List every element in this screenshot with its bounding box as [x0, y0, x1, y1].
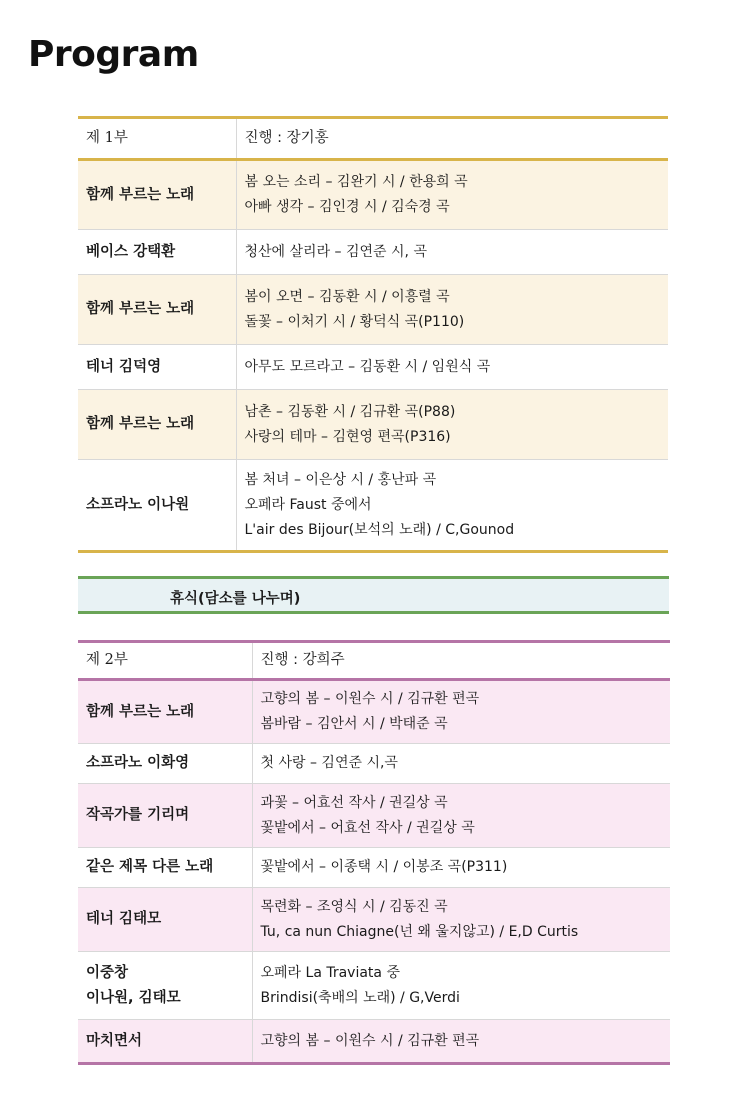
performer-name: 이중창 [86, 964, 129, 981]
page-title: Program [28, 34, 199, 75]
performer-name: 이나원, 김태모 [86, 989, 181, 1006]
table-row [78, 345, 668, 390]
table-row [78, 275, 668, 345]
piece-line: 첫 사랑 – 김연준 시,곡 [260, 755, 398, 771]
piece-line: Brindisi(축배의 노래) / G,Verdi [260, 989, 460, 1006]
piece-line: 아무도 모르라고 – 김동환 시 / 임원식 곡 [244, 358, 491, 375]
performer-name: 소프라노 이화영 [86, 755, 190, 771]
performer-name: 함께 부르는 노래 [86, 703, 195, 720]
piece-line: 사랑의 테마 – 김현영 편곡(P316) [244, 428, 451, 445]
piece-line: 봄 처녀 – 이은상 시 / 홍난파 곡 [244, 471, 437, 488]
piece-line: 꽃밭에서 – 이종택 시 / 이봉조 곡(P311) [260, 859, 508, 875]
part2-program-table [78, 640, 670, 1065]
table-row [78, 848, 670, 888]
part1-label: 제 1부 [78, 118, 236, 160]
table-row [78, 784, 670, 848]
piece-line: 목련화 – 조영식 시 / 김동진 곡 [260, 898, 448, 915]
table-row [78, 230, 668, 275]
performer-name: 테너 김덕영 [86, 358, 162, 375]
performer-name: 함께 부르는 노래 [86, 416, 195, 432]
table-row [78, 744, 670, 784]
intermission-banner [78, 576, 669, 614]
table-row [78, 888, 670, 952]
piece-line: Tu, ca nun Chiagne(넌 왜 울지않고) / E,D Curtis [260, 923, 579, 940]
piece-line: 오페라 Faust 중에서 [244, 496, 372, 513]
piece-line: 봄이 오면 – 김동환 시 / 이흥렬 곡 [244, 288, 450, 305]
intermission-label: 휴식(담소를 나누며) [170, 591, 301, 607]
performer-name: 작곡가를 기리며 [86, 807, 190, 823]
piece-line: L'air des Bijour(보석의 노래) / C,Gounod [244, 521, 515, 538]
table-row [78, 952, 670, 1020]
performer-name: 베이스 강택환 [86, 243, 176, 260]
piece-line: 돌꽃 – 이처기 시 / 황덕식 곡(P110) [244, 313, 465, 330]
performer-name: 함께 부르는 노래 [86, 186, 195, 203]
piece-line: 봄바람 – 김안서 시 / 박태준 곡 [260, 716, 448, 732]
piece-line: 봄 오는 소리 – 김완기 시 / 한용희 곡 [244, 174, 468, 190]
table-row [78, 680, 670, 744]
piece-line: 남촌 – 김동환 시 / 김규환 곡(P88) [244, 403, 456, 420]
performer-name: 테너 김태모 [86, 911, 162, 927]
part1-header-row [78, 118, 668, 160]
performer-name: 마치면서 [86, 1032, 143, 1049]
performer-name: 함께 부르는 노래 [86, 301, 195, 317]
piece-line: 청산에 살리라 – 김연준 시, 곡 [244, 243, 427, 260]
part1-host: 진행 : 장기홍 [236, 118, 668, 160]
piece-line: 아빠 생각 – 김인경 시 / 김숙경 곡 [244, 199, 450, 215]
table-row [78, 460, 668, 552]
table-row [78, 390, 668, 460]
table-row [78, 160, 668, 230]
piece-line: 꽃밭에서 – 어효선 작사 / 권길상 곡 [260, 819, 475, 836]
piece-line: 고향의 봄 – 이원수 시 / 김규환 편곡 [260, 691, 480, 707]
part2-label: 제 2부 [78, 642, 252, 680]
part2-header-row [78, 642, 670, 680]
part1-program-table [78, 116, 668, 553]
table-row [78, 1020, 670, 1064]
performer-name: 같은 제목 다른 노래 [86, 859, 214, 875]
part2-host: 진행 : 강희주 [252, 642, 670, 680]
piece-line: 오페라 La Traviata 중 [260, 964, 400, 981]
piece-line: 고향의 봄 – 이원수 시 / 김규환 편곡 [260, 1032, 480, 1049]
performer-name: 소프라노 이나원 [86, 496, 190, 513]
piece-line: 과꽃 – 어효선 작사 / 권길상 곡 [260, 794, 448, 811]
